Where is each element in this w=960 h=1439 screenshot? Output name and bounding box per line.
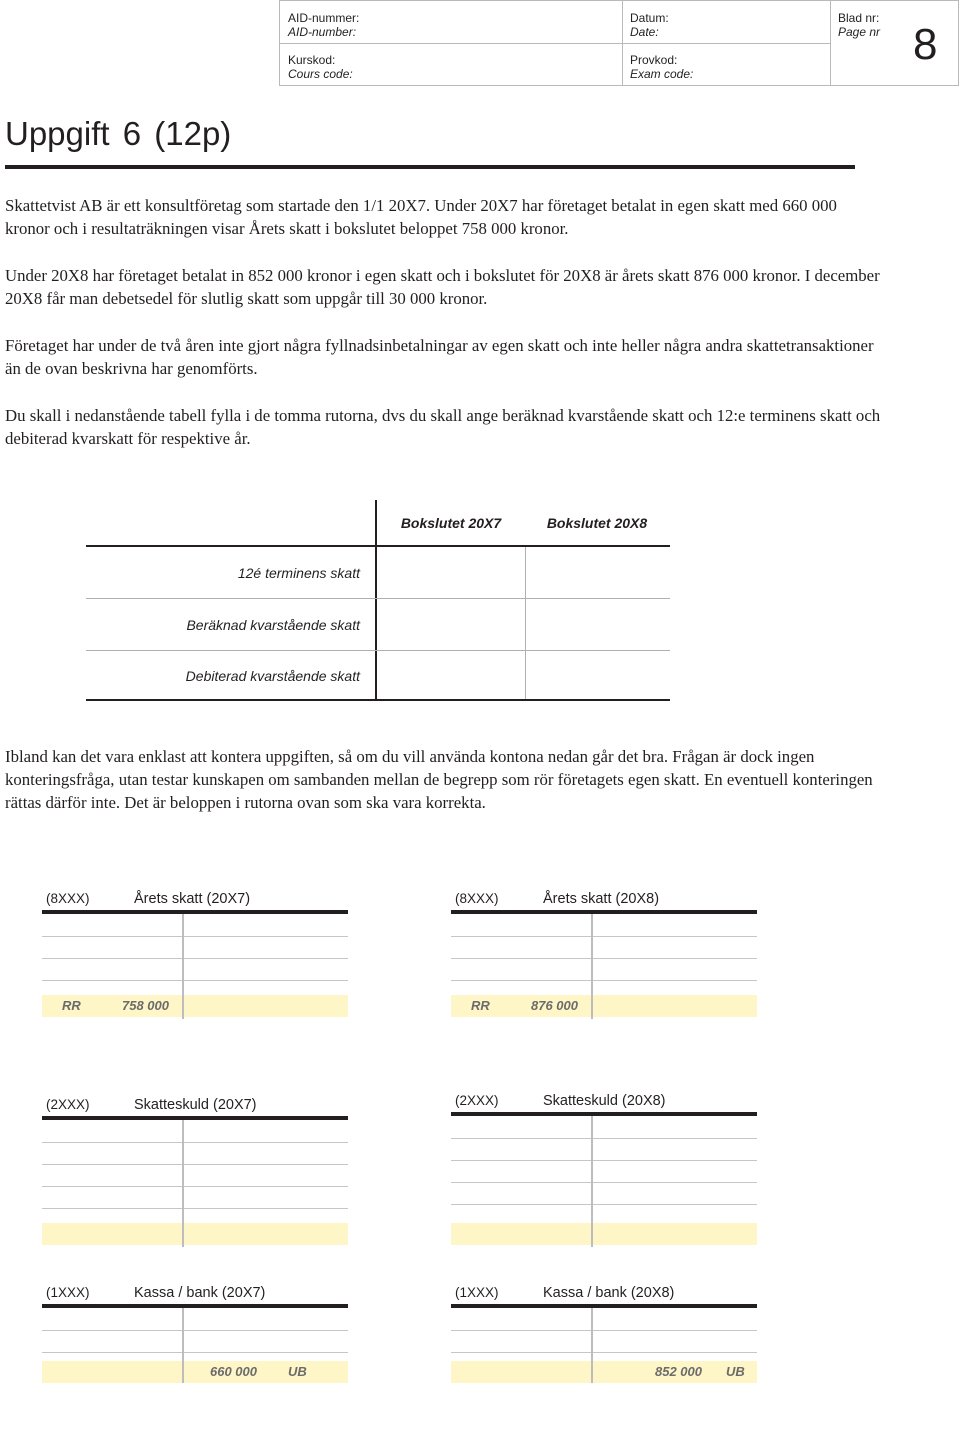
account-line [42, 1352, 348, 1353]
input-calculated-20x7[interactable] [377, 599, 524, 650]
row-label-debited: Debiterad kvarstående skatt [185, 668, 360, 684]
account-total-row[interactable] [42, 995, 348, 1017]
page-title: Uppgift 6 (12p) [5, 115, 232, 152]
sheet-number-field [838, 11, 880, 39]
t-account-kassa-bank-20x8 [451, 1284, 757, 1439]
date-label: Datum: [630, 11, 669, 25]
account-name: Skatteskuld (20X7) [134, 1097, 257, 1113]
account-top-rule [42, 910, 348, 914]
account-line [451, 1204, 757, 1205]
account-name: Skatteskuld (20X8) [543, 1093, 666, 1109]
account-line [42, 1330, 348, 1331]
exam-code-field[interactable] [630, 53, 693, 81]
account-total-row[interactable] [451, 1361, 757, 1383]
account-total-row[interactable] [451, 995, 757, 1017]
t-account-skatteskuld-20x7 [42, 1096, 348, 1251]
account-line [451, 980, 757, 981]
exam-header [279, 0, 959, 86]
row-label-12th-term: 12é terminens skatt [237, 565, 360, 581]
account-right-amount: UB [726, 1364, 745, 1379]
account-code: (8XXX) [455, 891, 499, 906]
paragraph-20x8: Under 20X8 har företaget betalat in 852 000 kronor i egen skatt och i bokslutet för 20X8 är årets skatt 876 000 kronor. I december 20X8 får man debetsedel för slutlig skatt som uppgår till 30 000 kronor. [5, 266, 880, 308]
date-label-en: Date: [630, 25, 659, 39]
account-line [42, 980, 348, 981]
account-left-amount: RR [471, 998, 490, 1013]
aid-number-label: AID-nummer: [288, 11, 360, 25]
paragraph-no-other: Företaget har under de två åren inte gjort några fyllnadsinbetalningar av egen skatt och inte heller några andra skattetransaktioner än de ovan beskrivna har genomförts. [5, 336, 874, 378]
aid-number-field[interactable] [288, 11, 359, 39]
account-divider [591, 1116, 593, 1247]
account-line [451, 1352, 757, 1353]
course-code-label: Kurskod: [288, 53, 336, 67]
page-number: 8 [913, 20, 938, 69]
exam-code-label-en: Exam code: [630, 67, 694, 81]
t-account-kassa-bank-20x7 [42, 1284, 348, 1439]
course-code-label-en: Cours code: [288, 67, 353, 81]
account-code: (1XXX) [455, 1285, 499, 1300]
account-top-rule [42, 1116, 348, 1120]
exam-code-label: Provkod: [630, 53, 678, 67]
title-rule [5, 165, 855, 169]
account-line [42, 958, 348, 959]
account-right-amount: 758 000 [122, 998, 169, 1013]
account-top-rule [451, 910, 757, 914]
t-account-arets-skatt-20x8 [451, 890, 757, 1045]
input-12th-term-20x7[interactable] [377, 547, 524, 598]
account-divider [591, 1308, 593, 1383]
row-label-calculated: Beräknad kvarstående skatt [186, 617, 360, 633]
header-divider [830, 1, 831, 85]
account-line [451, 1160, 757, 1161]
account-name: Årets skatt (20X7) [134, 891, 251, 907]
account-code: (2XXX) [455, 1093, 499, 1108]
account-line [451, 1138, 757, 1139]
sheet-number-label-en: Page nr [838, 25, 881, 39]
account-left-amount: RR [62, 998, 81, 1013]
account-name: Kassa / bank (20X7) [134, 1285, 266, 1301]
sheet-number-label: Blad nr: [838, 11, 880, 25]
account-name: Kassa / bank (20X8) [543, 1285, 675, 1301]
account-line [42, 1208, 348, 1209]
table-header-20x7: Bokslutet 20X7 [400, 515, 502, 531]
account-code: (8XXX) [46, 891, 90, 906]
account-line [451, 1330, 757, 1331]
account-name: Årets skatt (20X8) [543, 891, 660, 907]
account-line [451, 958, 757, 959]
account-total-row[interactable] [42, 1223, 348, 1245]
account-top-rule [451, 1304, 757, 1308]
table-divider [86, 699, 670, 701]
header-divider [280, 43, 830, 44]
t-account-skatteskuld-20x8 [451, 1092, 757, 1247]
input-debited-20x7[interactable] [377, 651, 524, 699]
account-right-amount: UB [288, 1364, 307, 1379]
t-account-arets-skatt-20x7 [42, 890, 348, 1045]
account-line [42, 1186, 348, 1187]
account-total-row[interactable] [451, 1223, 757, 1245]
account-divider [591, 914, 593, 1019]
account-left-amount: 660 000 [210, 1364, 257, 1379]
account-divider [182, 1308, 184, 1383]
input-debited-20x8[interactable] [526, 651, 670, 699]
paragraph-intro: Skattetvist AB är ett konsultföretag som startade den 1/1 20X7. Under 20X7 har företaget betalat in egen skatt med 660 000 kronor och i resultaträkningen visar Årets skatt i bokslutet beloppet 758 000 kronor. [5, 196, 837, 238]
date-field[interactable] [630, 11, 669, 39]
account-top-rule [42, 1304, 348, 1308]
aid-number-label-en: AID-number: [288, 25, 357, 39]
account-top-rule [451, 1112, 757, 1116]
account-line [42, 936, 348, 937]
input-12th-term-20x8[interactable] [526, 547, 670, 598]
account-code: (2XXX) [46, 1097, 90, 1112]
account-line [42, 1164, 348, 1165]
paragraph-booking-note: Ibland kan det vara enklast att kontera uppgiften, så om du vill använda kontona nedan går det bra. Frågan är dock ingen konteringsfråga, utan testar kunskapen om sambanden mellan de begrepp som rör företagets egen skatt. En eventuell konteringen rättas därför inte. Det är beloppen i rutorna ovan som ska vara korrekta. [5, 747, 873, 812]
course-code-field[interactable] [288, 53, 353, 81]
account-divider [182, 1120, 184, 1247]
account-left-amount: 852 000 [655, 1364, 702, 1379]
input-calculated-20x8[interactable] [526, 599, 670, 650]
account-divider [182, 914, 184, 1019]
account-line [451, 936, 757, 937]
account-line [451, 1182, 757, 1183]
paragraph-instructions: Du skall i nedanstående tabell fylla i de tomma rutorna, dvs du skall ange beräknad kvarstående skatt och 12:e terminens skatt och debiterad kvarskatt för respektive år. [5, 406, 881, 448]
account-right-amount: 876 000 [531, 998, 578, 1013]
account-line [42, 1142, 348, 1143]
account-code: (1XXX) [46, 1285, 90, 1300]
table-header-20x8: Bokslutet 20X8 [546, 515, 648, 531]
